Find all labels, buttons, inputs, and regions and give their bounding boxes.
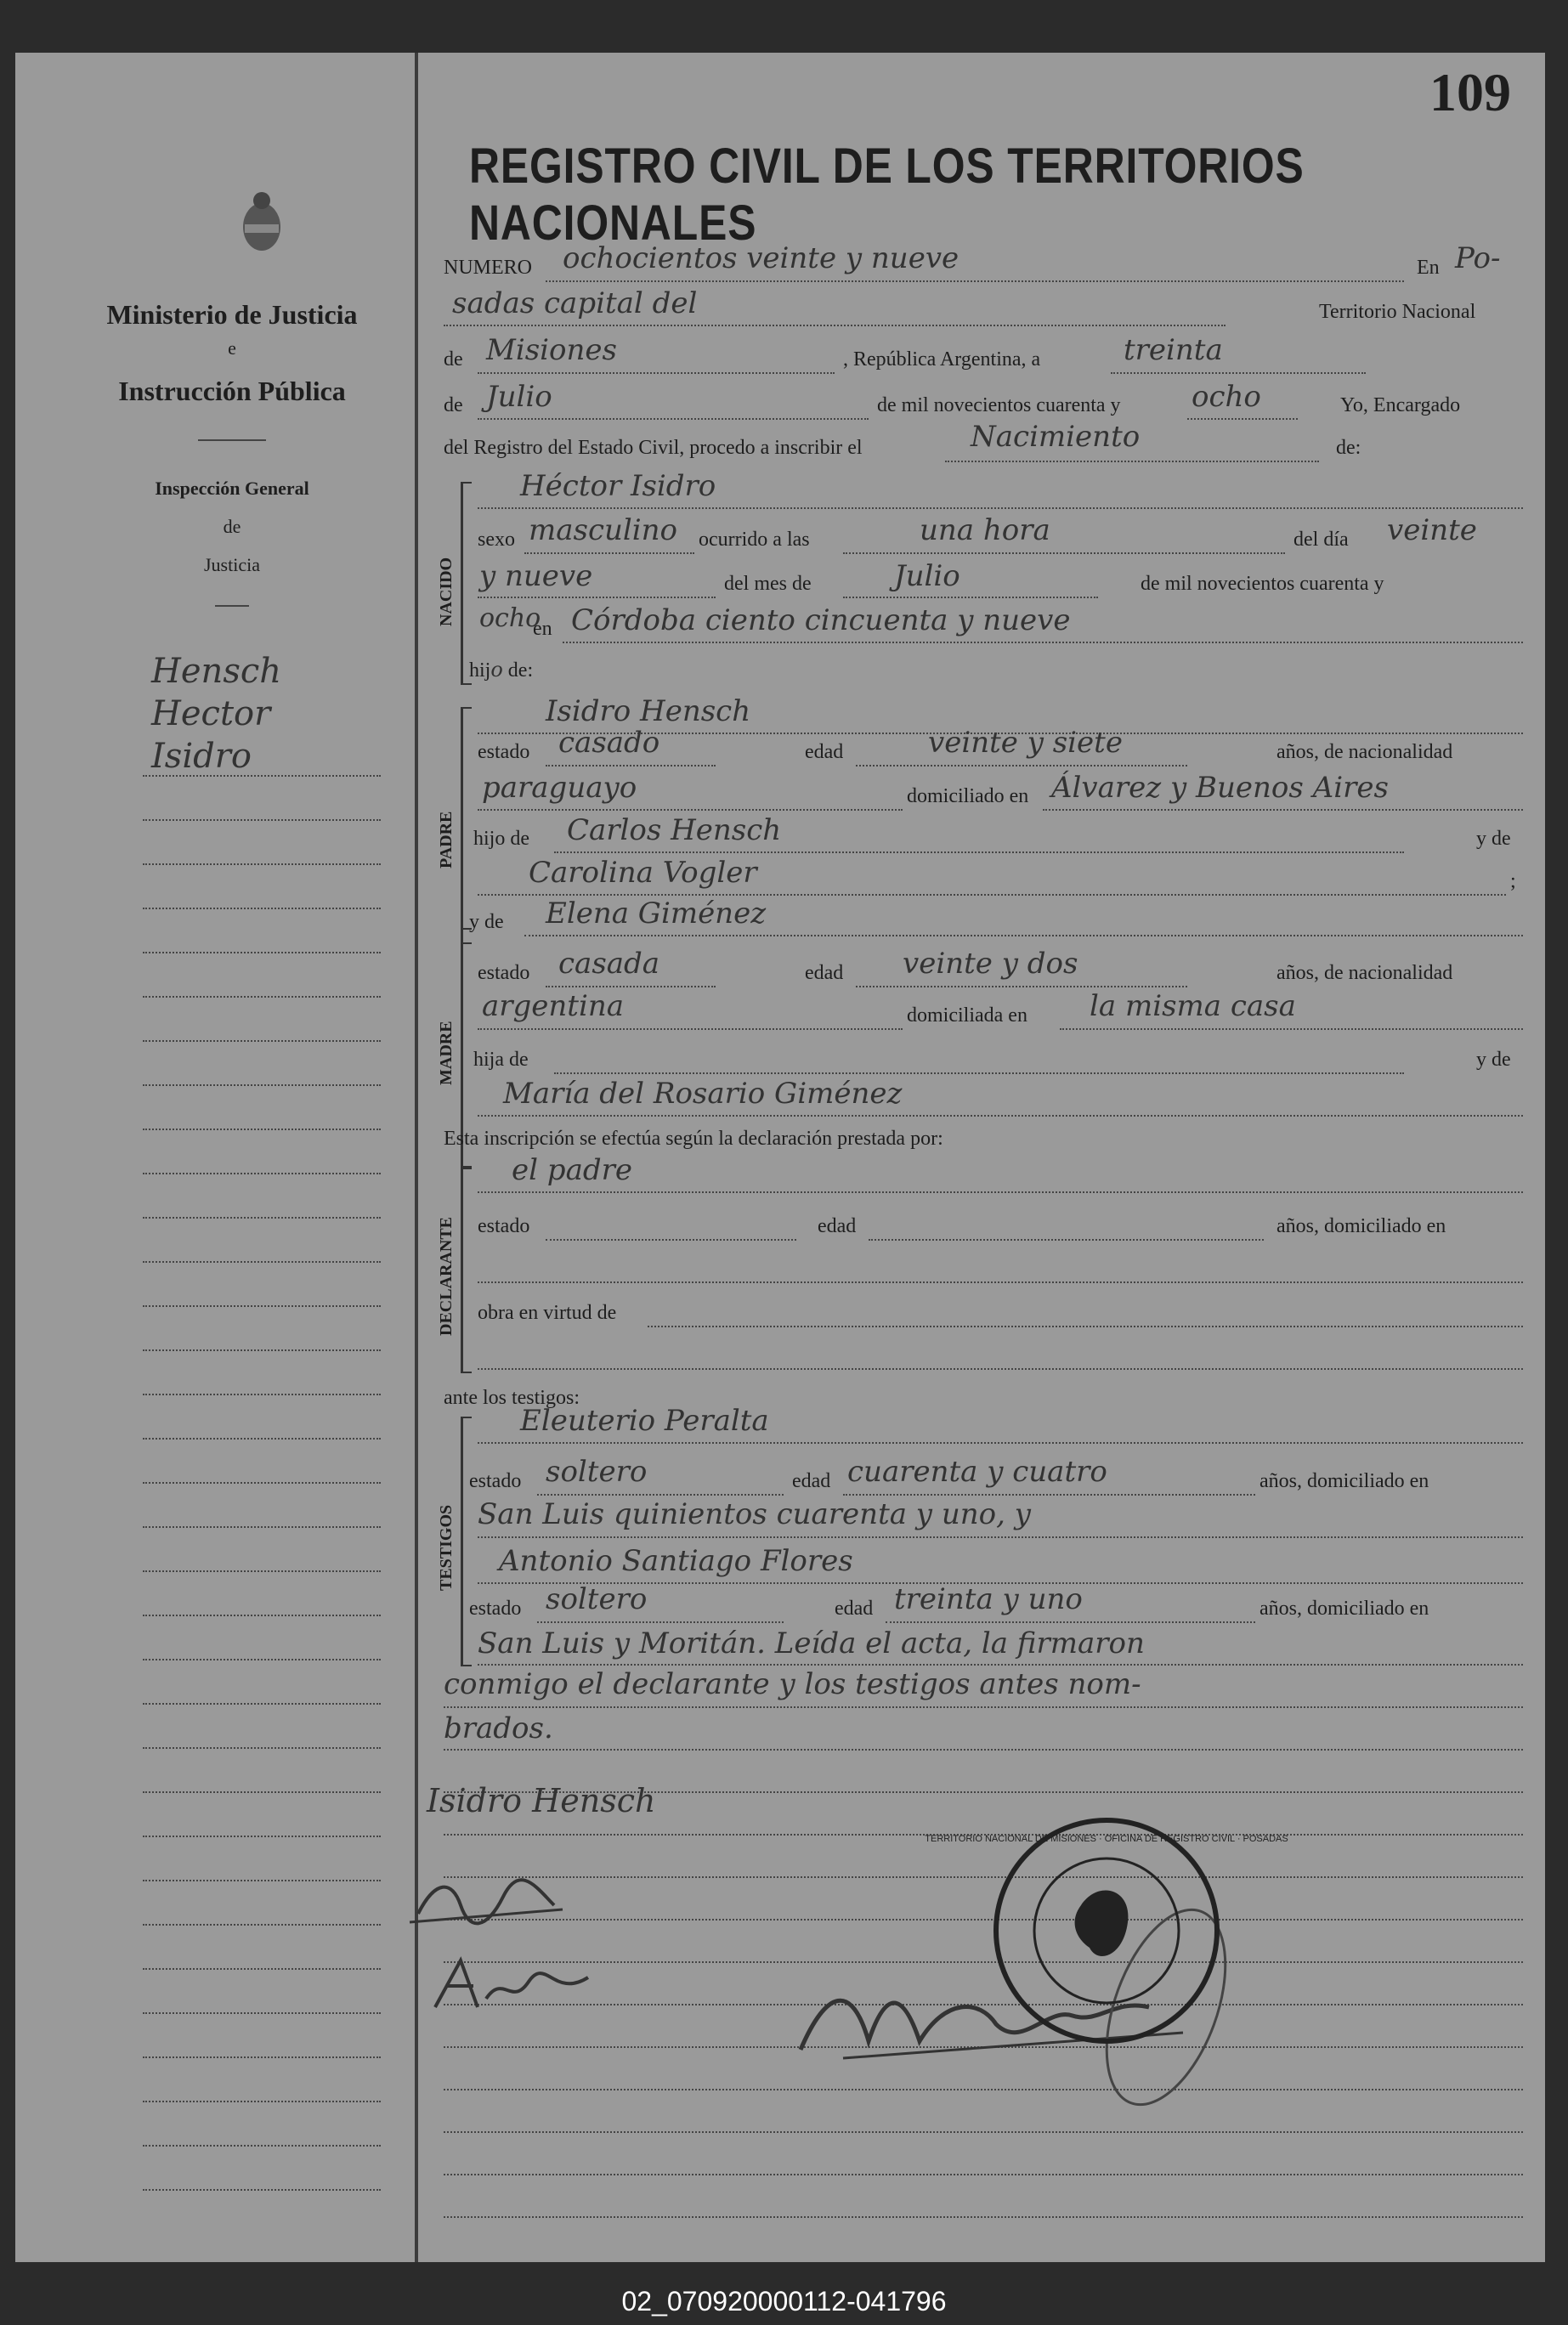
padre-hijo-de-label: hijo de [473,828,529,850]
madre-nombre: Elena Giménez [546,897,767,931]
mil-label: de mil novecientos cuarenta y [877,394,1121,416]
signature-declarante: Isidro Hensch [427,1782,656,1819]
closing-line-2: brados. [444,1711,553,1745]
closing-line-1: conmigo el declarante y los testigos antes nom- [444,1667,1141,1701]
page-number: 109 [1429,62,1511,122]
ruled-line [143,1924,381,1926]
ministry-title-2: Instrucción Pública [118,376,346,406]
mes-value: Julio [486,380,552,414]
de2-label: de: [1336,437,1361,459]
city-value: sadas capital del [452,286,698,320]
inscripcion-label: Esta inscripción se efectúa según la declaración prestada por: [444,1128,943,1150]
testigo2-edad-label: edad [835,1598,874,1620]
del-mes-label: del mes de [724,573,812,595]
padre-estado-label: estado [478,741,530,763]
madre-domiciliada-label: domiciliada en [907,1004,1027,1027]
testigo1-estado-label: estado [469,1470,522,1492]
signature-witness-2 [427,1948,597,2024]
inspection-title-2: de [223,516,241,537]
ruled-line [143,1659,381,1660]
de-label-2: de [444,394,463,416]
ruled-line [143,1570,381,1572]
mes2-value: Julio [894,559,960,593]
ruled-line [143,1084,381,1086]
ruled-line [143,1438,381,1440]
margin-name-3: Isidro [151,737,252,776]
ruled-line [143,1836,381,1837]
ruled-line [143,1791,381,1793]
ruled-line [143,952,381,953]
inspection-title-1: Inspección General [155,478,309,499]
padre-nac: paraguayo [482,771,637,805]
ruled-line [444,2131,1523,2133]
madre-dom: la misma casa [1090,989,1296,1023]
header-title: REGISTRO CIVIL DE LOS TERRITORIOS NACIONALES [469,139,1305,251]
territorio-label: Territorio Nacional [1319,301,1476,323]
testigo2-estado-label: estado [469,1598,522,1620]
declarante-edad-label: edad [818,1215,857,1237]
republica-label: , República Argentina, a [843,348,1041,371]
coat-of-arms-icon [236,189,287,257]
ruled-line [143,1261,381,1263]
madre-madre: María del Rosario Giménez [503,1077,903,1111]
padre-domiciliado-label: domiciliado en [907,785,1029,807]
padre-madre: Carolina Vogler [529,856,757,890]
testigo1-edad: cuarenta y cuatro [847,1455,1107,1489]
de-label: de [444,348,463,371]
en2-label: en [533,618,552,640]
semicolon: ; [1510,870,1516,892]
madre-anios-label: años, de nacionalidad [1276,962,1453,984]
numero-label: NUMERO [444,257,533,279]
sexo-value: masculino [529,513,678,547]
numero-value: ochocientos veinte y nueve [563,241,959,275]
ruled-line [143,2189,381,2191]
padre-tag: PADRE [437,811,456,868]
ruled-line [444,2216,1523,2218]
hora-value: una hora [920,513,1050,547]
padre-edad: veinte y siete [928,726,1123,760]
ruled-line [143,1880,381,1881]
ruled-line [143,2145,381,2147]
ruled-line [143,1968,381,1970]
ruled-line [143,2056,381,2058]
padre-estado: casado [558,726,660,760]
testigos-label: ante los testigos: [444,1387,580,1409]
ruled-line [143,1217,381,1219]
padre-dom: Álvarez y Buenos Aires [1051,771,1389,805]
padre-edad-label: edad [805,741,844,763]
ruled-line [143,1747,381,1749]
testigo2-dom: San Luis y Moritán. Leída el acta, la firmaron [478,1626,1145,1660]
lugar-value: Córdoba ciento cincuenta y nueve [571,603,1071,637]
testigo2-anios-label: años, domiciliado en [1259,1598,1429,1620]
ruled-line [143,1173,381,1174]
official-seal [925,1803,1288,2058]
ruled-line [444,2089,1523,2090]
ruled-line [143,1129,381,1130]
testigo1-dom: San Luis quinientos cuarenta y uno, y [478,1497,1031,1531]
madre-y-de-label: y de [469,911,504,933]
ruled-line [143,775,381,777]
acto-value: Nacimiento [971,420,1141,454]
madre-edad: veinte y dos [903,947,1078,981]
testigo1-anios-label: años, domiciliado en [1259,1470,1429,1492]
territorio-value: Misiones [486,333,617,367]
dia2-value: veinte [1387,513,1477,547]
ruled-line [143,908,381,909]
anio-value: ocho [1192,380,1261,414]
testigos-tag: TESTIGOS [437,1504,456,1591]
testigo1-estado: soltero [546,1455,648,1489]
declarante-anios-label: años, domiciliado en [1276,1215,1446,1237]
sexo-label: sexo [478,529,515,551]
ruled-line [143,2101,381,2102]
nombre-value: Héctor Isidro [520,469,716,503]
testigo2-estado: soltero [546,1582,648,1616]
madre-estado-label: estado [478,962,530,984]
ministry-title-e: e [228,337,236,359]
madre-y-de-2-label: y de [1476,1049,1511,1071]
registration-form [418,53,1545,2262]
declarante-estado-label: estado [478,1215,530,1237]
ruled-line [143,1703,381,1705]
ruled-line [143,1305,381,1307]
anio2-value: ocho [479,603,541,633]
ruled-line [444,2174,1523,2175]
testigo2-edad: treinta y uno [894,1582,1083,1616]
inspection-title-3: Justicia [204,554,260,575]
dia-value: treinta [1124,333,1223,367]
padre-y-de-label: y de [1476,828,1511,850]
seal-text: TERRITORIO NACIONAL DE MISIONES · OFICINA DE REGISTRO CIVIL · POSADAS [925,1834,1288,1844]
registro-label: del Registro del Estado Civil, procedo a inscribir el [444,437,863,459]
signature-witness-1 [401,1863,571,1939]
padre-nombre: Isidro Hensch [546,694,751,728]
testigo2-nombre: Antonio Santiago Flores [499,1544,853,1578]
nacido-tag: NACIDO [437,557,456,626]
ruled-line [143,1615,381,1616]
ruled-line [143,1040,381,1042]
madre-nac: argentina [482,989,625,1023]
madre-edad-label: edad [805,962,844,984]
madre-hija-de-label: hija de [473,1049,529,1071]
ruled-line [143,1349,381,1351]
ruled-line [143,863,381,865]
dia2b-value: y nueve [479,559,593,593]
yo-label: Yo, Encargado [1340,394,1461,416]
ruled-line [143,1526,381,1528]
ruled-line [143,1482,381,1484]
document-page [15,53,1545,2262]
ruled-line [143,1394,381,1395]
mil2-label: de mil novecientos cuarenta y [1141,573,1384,595]
del-dia-label: del día [1293,529,1349,551]
padre-anios-label: años, de nacionalidad [1276,741,1453,763]
declarante-value: el padre [512,1153,632,1187]
hijo-label: hijo de: [469,658,534,682]
image-id-footer: 02_070920000112-041796 [621,2286,947,2317]
ruled-line [143,819,381,821]
ruled-line [143,2012,381,2014]
padre-padre: Carlos Hensch [567,813,782,847]
left-margin-column [49,53,415,2262]
ocurrido-label: ocurrido a las [699,529,810,551]
madre-estado: casada [558,947,660,981]
ruled-line [143,996,381,998]
testigo1-nombre: Eleuterio Peralta [520,1404,769,1438]
declarante-tag: DECLARANTE [437,1216,456,1336]
obra-label: obra en virtud de [478,1302,617,1324]
testigo1-edad-label: edad [792,1470,831,1492]
en-label: En [1417,257,1440,279]
ministry-title-1: Ministerio de Justicia [106,299,358,330]
madre-tag: MADRE [437,1021,456,1085]
en-value: Po- [1455,241,1501,275]
margin-name-1: Hensch [151,652,282,691]
margin-name-2: Hector [151,694,271,733]
